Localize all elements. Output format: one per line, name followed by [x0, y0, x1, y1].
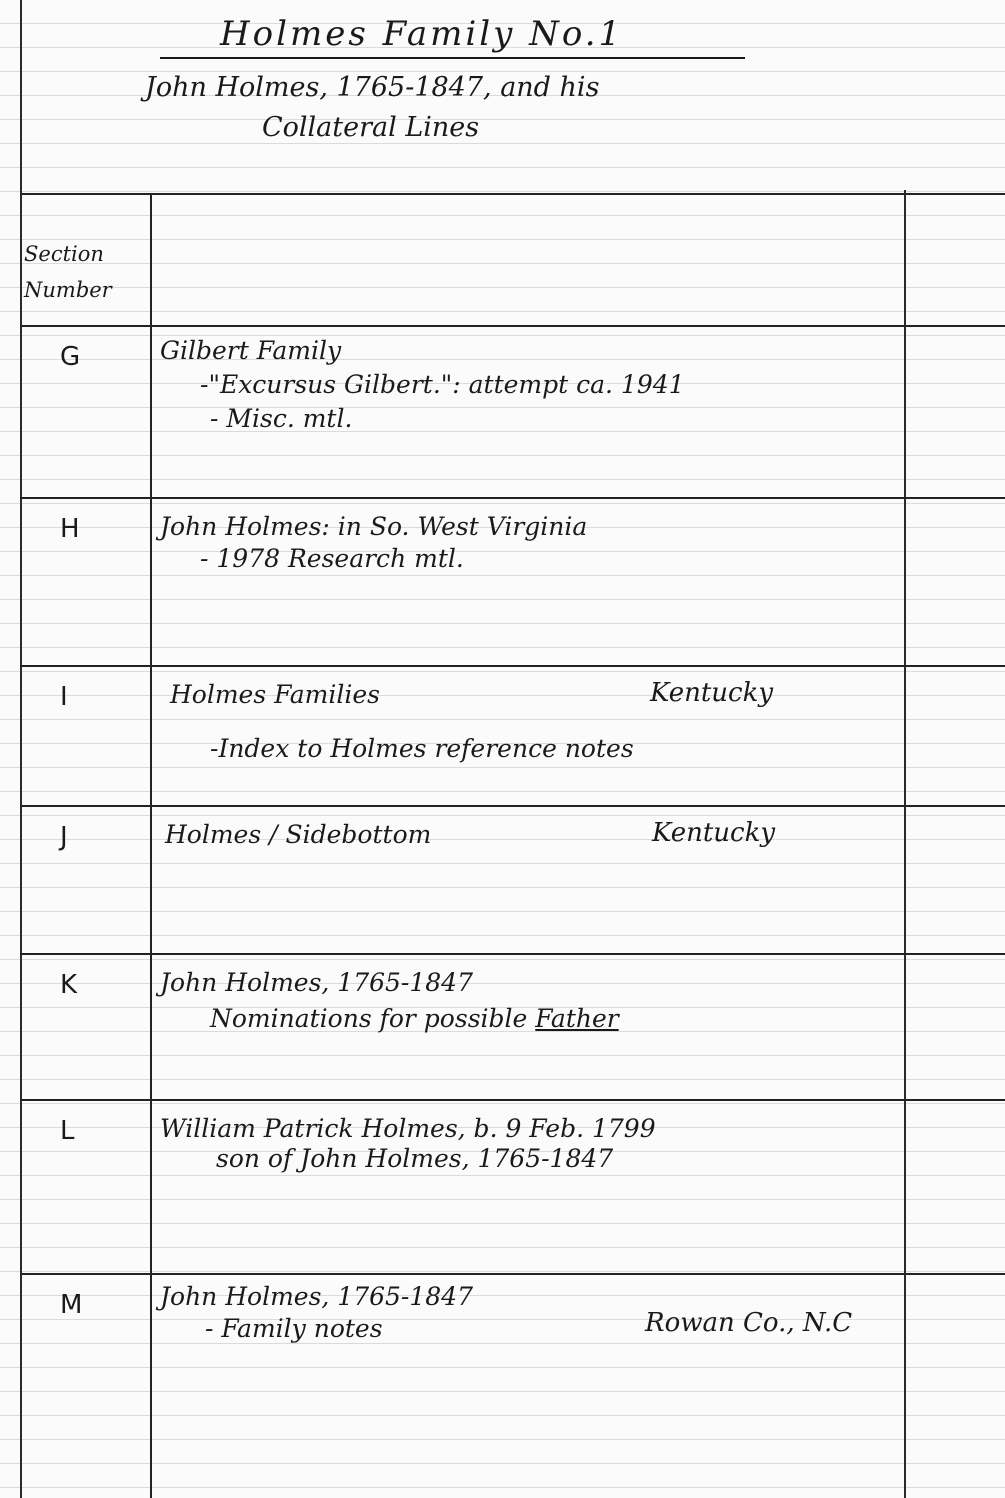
section-row-h — [20, 501, 1005, 665]
page-title: Holmes Family No.1 — [220, 14, 624, 54]
section-row-k — [20, 957, 1005, 1099]
header-bottom-border — [20, 325, 1005, 327]
header-label-number: Number — [24, 278, 112, 302]
section-letter: J — [60, 822, 68, 852]
entry-heading: Holmes Families — [170, 680, 380, 709]
entry-line: - Family notes — [205, 1314, 383, 1343]
section-row-i — [20, 669, 1005, 805]
entry-line: -Index to Holmes reference notes — [210, 734, 634, 763]
section-letter: H — [60, 514, 80, 544]
row-divider — [20, 497, 1005, 499]
entry-heading: Holmes / Sidebottom — [165, 820, 432, 849]
location-note: Kentucky — [652, 818, 776, 848]
row-divider — [20, 665, 1005, 667]
entry-line: son of John Holmes, 1765-1847 — [216, 1144, 614, 1173]
subtitle-line-1: John Holmes, 1765-1847, and his — [145, 72, 600, 103]
title-underline — [160, 57, 745, 59]
entry-emphasis: Father — [535, 1004, 619, 1033]
row-divider — [20, 953, 1005, 955]
subtitle-line-2: Collateral Lines — [262, 112, 480, 143]
section-row-m — [20, 1277, 1005, 1477]
section-row-g — [20, 329, 1005, 497]
section-row-j — [20, 809, 1005, 953]
entry-heading: John Holmes: in So. West Virginia — [160, 512, 588, 541]
entry-line: -"Excursus Gilbert.": attempt ca. 1941 — [200, 370, 685, 399]
section-letter: M — [60, 1290, 83, 1320]
location-note: Kentucky — [650, 678, 774, 708]
section-letter: G — [60, 342, 81, 372]
section-letter: K — [60, 970, 78, 1000]
row-divider — [20, 805, 1005, 807]
entry-line — [210, 1001, 619, 1037]
entry-heading: John Holmes, 1765-1847 — [160, 968, 473, 997]
entry-line: - 1978 Research mtl. — [200, 544, 464, 573]
header-label-section: Section — [24, 242, 104, 266]
section-letter: I — [60, 682, 68, 712]
section-table — [20, 193, 1005, 1498]
entry-heading: William Patrick Holmes, b. 9 Feb. 1799 — [160, 1114, 656, 1143]
row-divider — [20, 1099, 1005, 1101]
row-divider — [20, 1273, 1005, 1275]
entry-heading: John Holmes, 1765-1847 — [160, 1282, 473, 1311]
section-letter: L — [60, 1116, 75, 1146]
entry-heading: Gilbert Family — [160, 336, 342, 365]
entry-text: Nominations for possible — [210, 1004, 528, 1033]
section-row-l — [20, 1103, 1005, 1273]
entry-line: - Misc. mtl. — [210, 404, 353, 433]
location-note: Rowan Co., N.C — [645, 1308, 853, 1338]
table-top-border — [20, 193, 1005, 195]
